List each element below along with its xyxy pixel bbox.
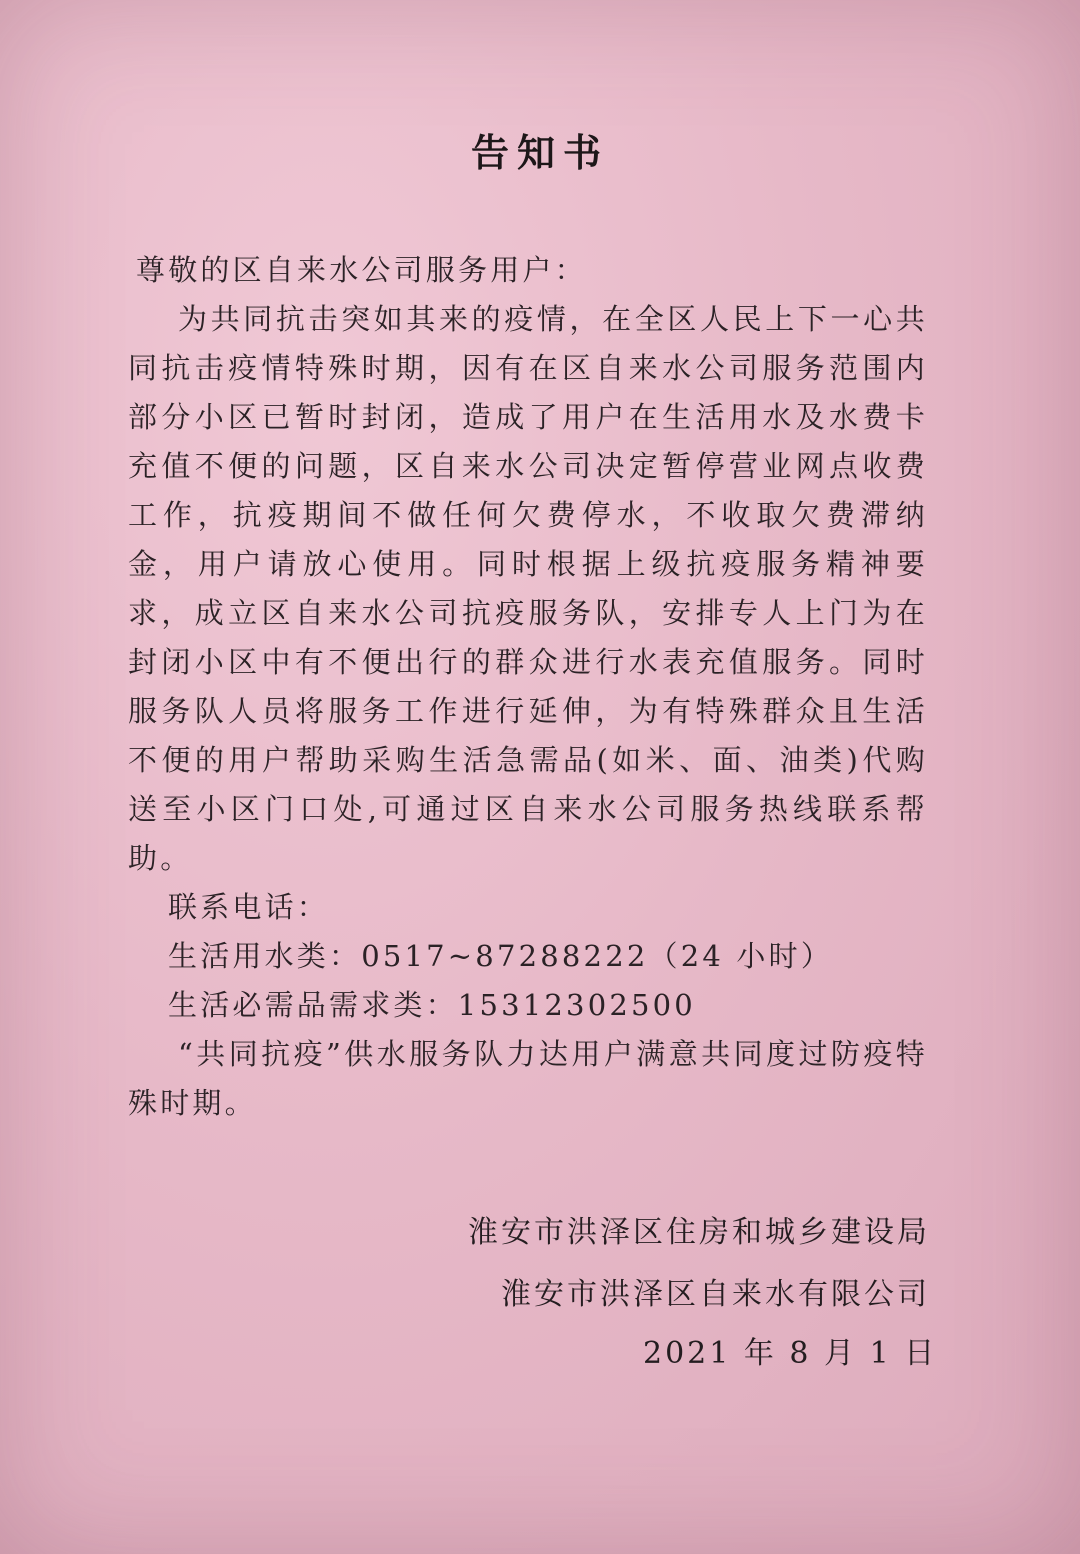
document-title: 告知书 bbox=[470, 130, 609, 175]
contact-necessities-line: 生活必需品需求类：15312302500 bbox=[168, 988, 696, 1022]
contact-water-line: 生活用水类：0517~87288222（24 小时） bbox=[168, 939, 834, 973]
contact-heading: 联系电话： bbox=[168, 890, 330, 924]
notice-body bbox=[128, 246, 928, 1128]
signatory-bureau: 淮安市洪泽区住房和城乡建设局 bbox=[468, 1215, 930, 1250]
closing-paragraph: “共同抗疫”供水服务队力达用户满意共同度过防疫特殊时期。 bbox=[128, 1037, 928, 1120]
document-date: 2021 年 8 月 1 日 bbox=[643, 1336, 938, 1371]
signatory-water-company: 淮安市洪泽区自来水有限公司 bbox=[501, 1277, 930, 1312]
main-paragraph: 为共同抗击突如其来的疫情，在全区人民上下一心共同抗击疫情特殊时期，因有在区自来水公司服务范围内部分小区已暂时封闭，造成了用户在生活用水及水费卡充值不便的问题，区自来水公司决定暂停营业网点收费工作，抗疫期间不做任何欠费停水，不收取欠费滞纳金，用户请放心使用。同时根据上级抗疫服务精神要求，成立区自来水公司抗疫服务队，安排专人上门为在封闭小区中有不便出行的群众进行水表充值服务。同时服务队人员将服务工作进行延伸，为有特殊群众且生活不便的用户帮助采购生活急需品(如米、面、油类)代购送至小区门口处,可通过区自来水公司服务热线联系帮助。 bbox=[128, 302, 928, 875]
salutation: 尊敬的区自来水公司服务用户： bbox=[136, 253, 587, 287]
signature-block bbox=[468, 1202, 930, 1326]
